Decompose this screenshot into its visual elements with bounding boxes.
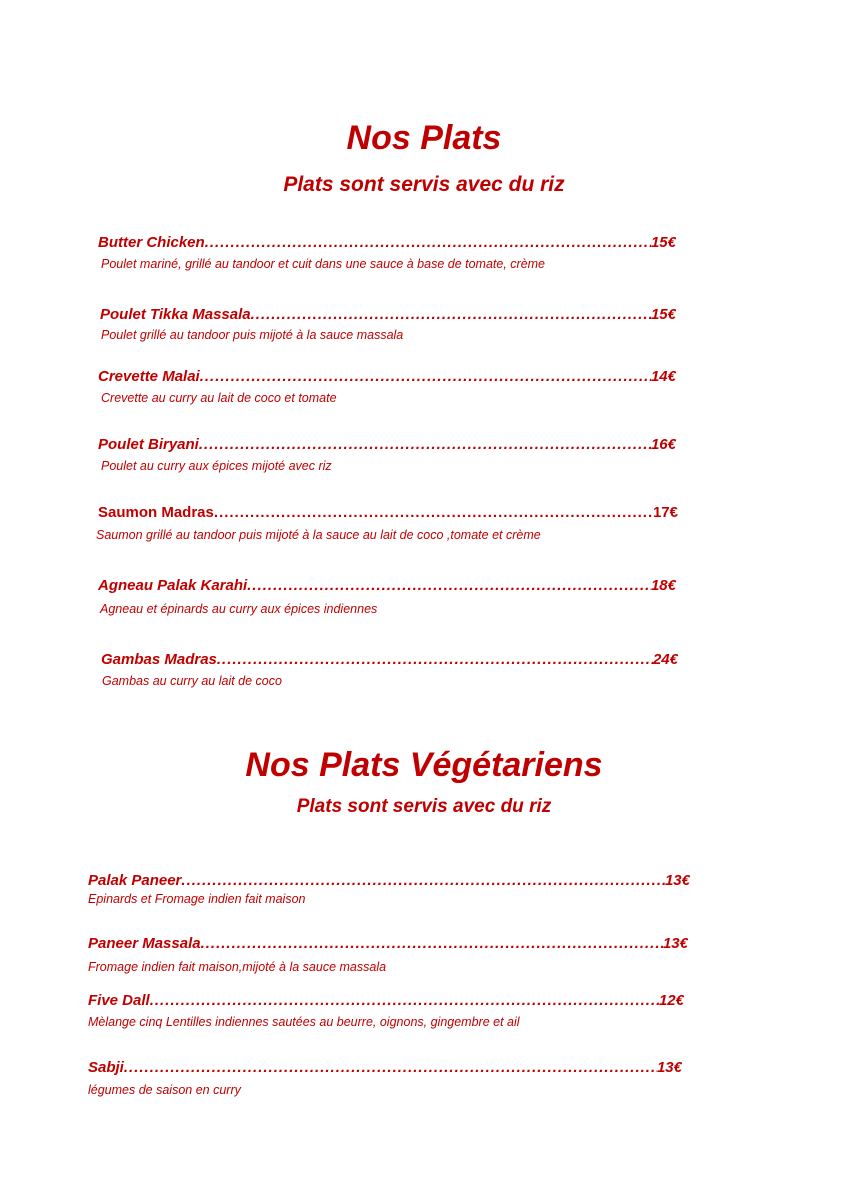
dish-price: 16€ — [650, 436, 676, 453]
menu-item — [98, 367, 676, 387]
menu-item — [88, 991, 684, 1011]
leader-dots — [217, 650, 653, 670]
dish-name: Poulet Tikka Massala — [100, 306, 251, 323]
leader-dots — [199, 435, 651, 455]
section-subtitle: Plats sont servis avec du riz — [283, 173, 565, 196]
dish-price: 18€ — [650, 577, 676, 594]
dish-name: Sabji — [88, 1059, 124, 1076]
dish-description: Poulet au curry aux épices mijoté avec riz — [101, 459, 332, 473]
dish-description: Gambas au curry au lait de coco — [102, 674, 282, 688]
section-subtitle: Plats sont servis avec du riz — [296, 796, 552, 817]
menu-item — [88, 871, 690, 891]
dish-price: 13€ — [664, 872, 690, 889]
dish-name: Paneer Massala — [88, 935, 201, 952]
leader-dots — [247, 576, 651, 596]
menu-item — [88, 934, 688, 954]
dish-name: Gambas Madras — [101, 651, 217, 668]
dish-name: Agneau Palak Karahi — [98, 577, 248, 594]
menu-item — [98, 576, 676, 596]
leader-dots — [201, 934, 663, 954]
dish-description: Mèlange cinq Lentilles indiennes sautées au beurre, oignons, gingembre et ail — [88, 1015, 520, 1029]
dish-price: 13€ — [656, 1059, 682, 1076]
leader-dots — [200, 367, 651, 387]
section-title: Nos Plats Végétariens — [245, 746, 603, 784]
leader-dots — [124, 1058, 657, 1078]
dish-name: Crevette Malai — [98, 368, 200, 385]
menu-item — [101, 650, 678, 670]
dish-description: Fromage indien fait maison,mijoté à la sauce massala — [88, 960, 387, 974]
dish-price: 14€ — [650, 368, 676, 385]
dish-description: légumes de saison en curry — [88, 1083, 241, 1097]
leader-dots — [181, 871, 665, 891]
dish-name: Butter Chicken — [98, 234, 205, 251]
menu-item — [98, 503, 678, 523]
dish-description: Saumon grillé au tandoor puis mijoté à la sauce au lait de coco ,tomate et crème — [96, 528, 541, 542]
dish-name: Five Dall — [88, 992, 150, 1009]
menu-item — [100, 305, 676, 325]
menu-item — [98, 435, 676, 455]
dish-price: 12€ — [658, 992, 684, 1009]
leader-dots — [214, 503, 653, 523]
dish-description: Poulet grillé au tandoor puis mijoté à la sauce massala — [101, 328, 404, 342]
dish-description: Poulet mariné, grillé au tandoor et cuit dans une sauce à base de tomate, crème — [101, 257, 546, 271]
dish-description: Epinards et Fromage indien fait maison — [88, 892, 306, 906]
dish-description: Crevette au curry au lait de coco et tomate — [101, 391, 337, 405]
dish-price: 15€ — [650, 306, 676, 323]
dish-price: 24€ — [652, 651, 678, 668]
menu-item — [88, 1058, 682, 1078]
section-title: Nos Plats — [346, 119, 502, 157]
leader-dots — [251, 305, 651, 325]
menu-item — [98, 233, 676, 253]
dish-price: 15€ — [650, 234, 676, 251]
leader-dots — [150, 991, 659, 1011]
dish-name: Palak Paneer — [88, 872, 182, 889]
dish-price: 17€ — [652, 504, 678, 521]
dish-price: 13€ — [662, 935, 688, 952]
dish-name: Saumon Madras — [98, 504, 214, 521]
dish-description: Agneau et épinards au curry aux épices indiennes — [100, 602, 378, 616]
leader-dots — [205, 233, 651, 253]
dish-name: Poulet Biryani — [98, 436, 199, 453]
